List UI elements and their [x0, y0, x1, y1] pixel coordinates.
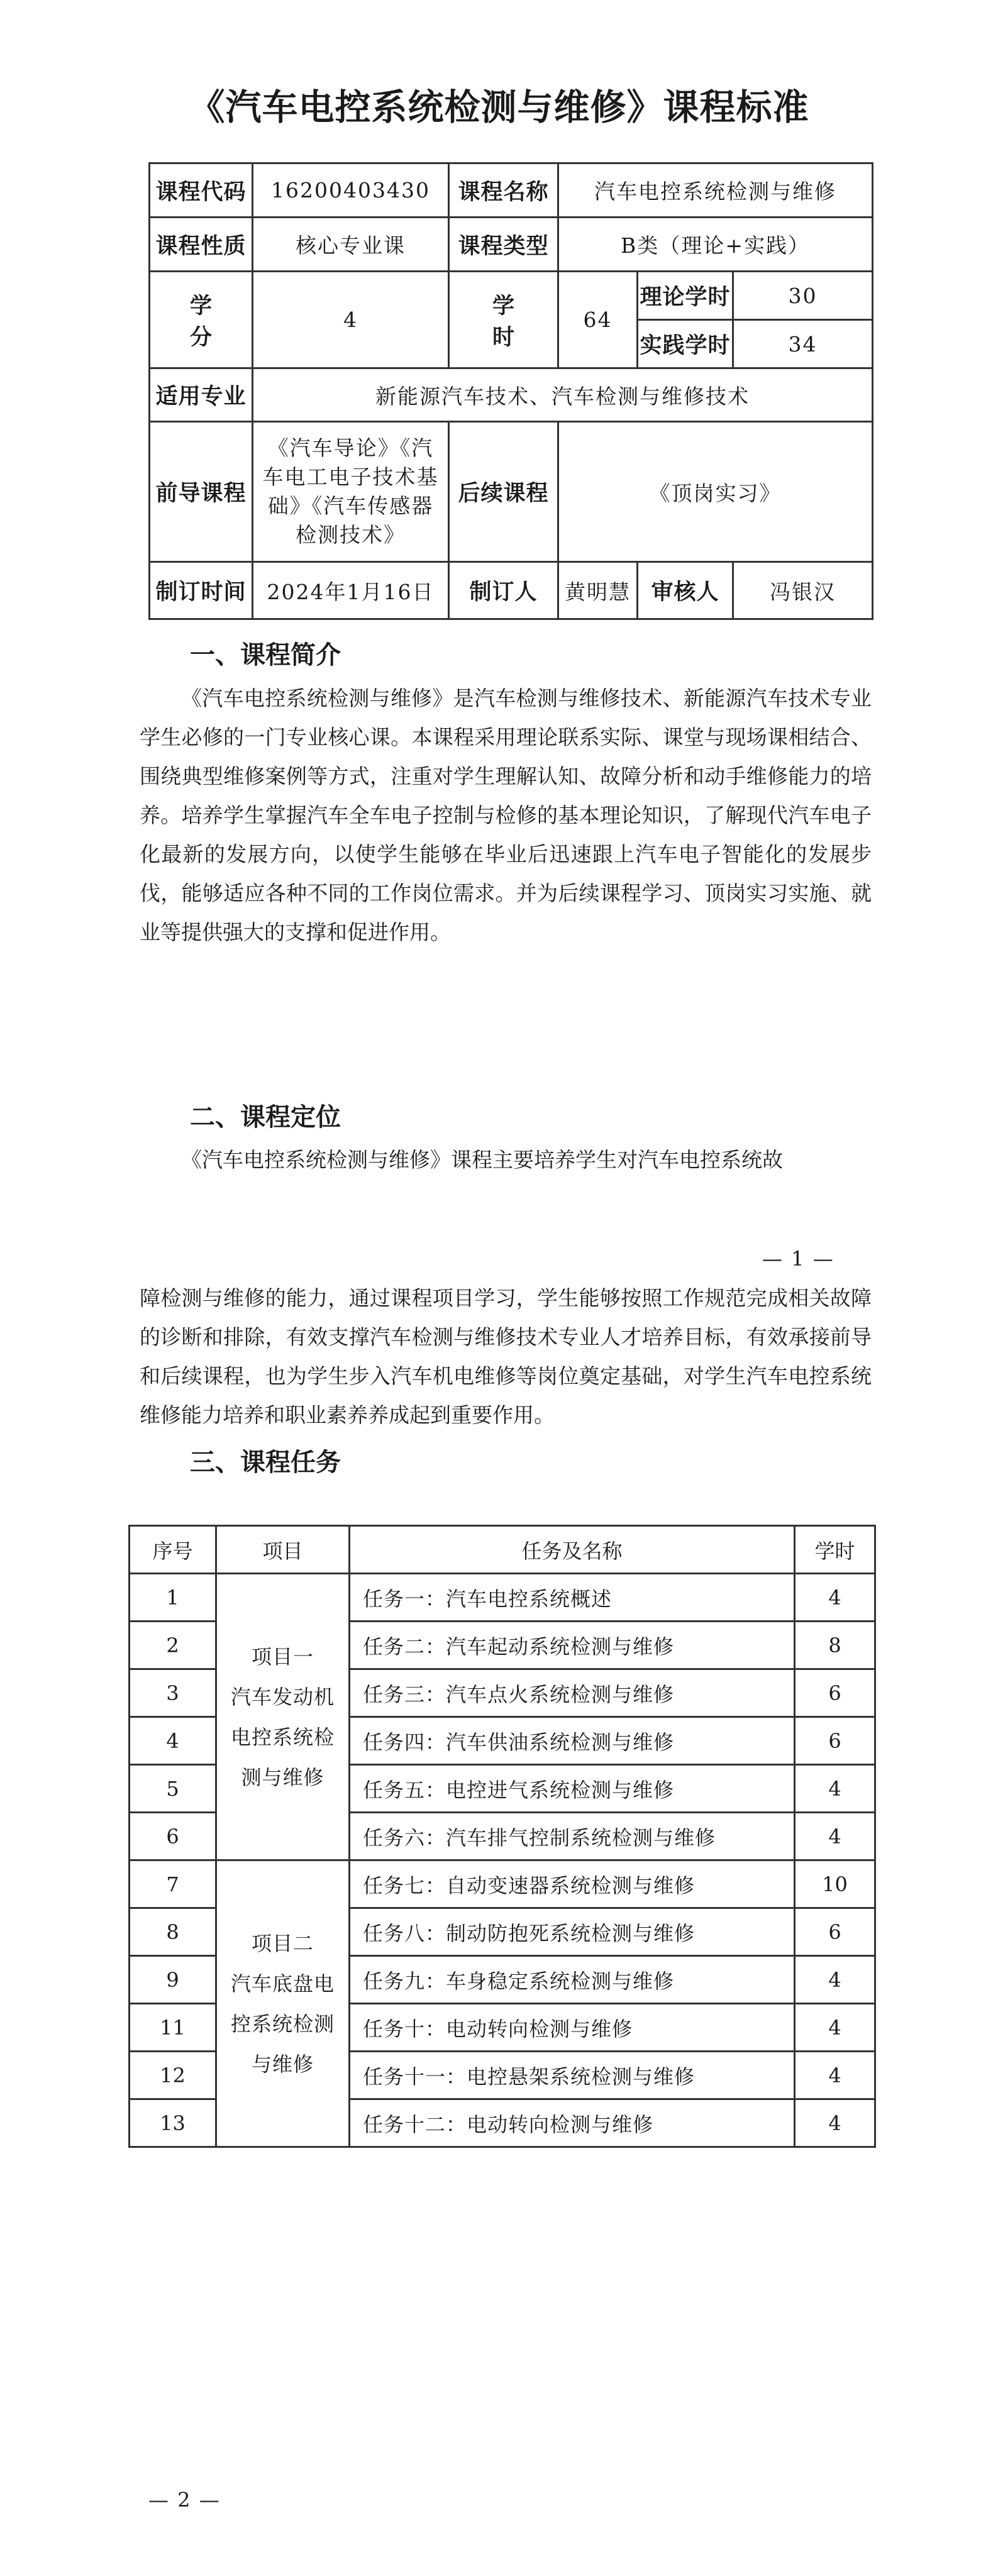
task-hours: 10 — [795, 1860, 875, 1908]
section-heading-intro: 一、课程简介 — [190, 641, 341, 670]
task-no: 8 — [130, 1908, 216, 1956]
code-label: 课程代码 — [150, 163, 253, 218]
task-no: 13 — [130, 2099, 216, 2147]
task-no: 6 — [130, 1813, 216, 1860]
task-hours: 4 — [795, 1813, 875, 1860]
task-hours: 4 — [795, 1574, 875, 1622]
page-number-2: — 2 — — [148, 2488, 221, 2512]
task-hours: 4 — [795, 2004, 875, 2052]
task-hours: 6 — [795, 1908, 875, 1956]
name-label: 课程名称 — [449, 163, 558, 218]
author-value: 黄明慧 — [558, 562, 638, 619]
page-number-1: — 1 — — [762, 1247, 834, 1271]
section-body-positioning-start: 《汽车电控系统检测与维修》课程主要培养学生对汽车电控系统故 — [181, 1147, 783, 1172]
project-2-cell: 项目二 汽车底盘电 控系统检测 与维修 — [216, 1860, 350, 2147]
major-label: 适用专业 — [150, 368, 253, 422]
hours-value: 64 — [558, 272, 638, 368]
table-row — [130, 1860, 875, 1908]
prereq-label: 前导课程 — [150, 422, 253, 562]
type-label: 课程类型 — [449, 218, 558, 272]
prereq-value: 《汽车导论》《汽车电工电子技术基础》《汽车传感器检测技术》 — [253, 422, 449, 562]
task-hours: 4 — [795, 1765, 875, 1813]
task-no: 11 — [130, 2004, 216, 2052]
task-name: 任务十：电动转向检测与维修 — [350, 2004, 795, 2052]
followup-value: 《顶岗实习》 — [558, 422, 873, 562]
task-hours: 6 — [795, 1669, 875, 1717]
task-name: 任务十一：电控悬架系统检测与维修 — [350, 2052, 795, 2099]
task-name: 任务二：汽车起动系统检测与维修 — [350, 1622, 795, 1669]
task-no: 3 — [130, 1669, 216, 1717]
section-heading-positioning: 二、课程定位 — [190, 1103, 341, 1132]
header-task: 任务及名称 — [350, 1526, 795, 1574]
date-label: 制订时间 — [150, 562, 253, 619]
task-hours: 4 — [795, 2099, 875, 2147]
type-value: B类（理论+实践） — [558, 218, 873, 272]
hours-label: 学时 — [449, 272, 558, 368]
task-name: 任务三：汽车点火系统检测与维修 — [350, 1669, 795, 1717]
task-hours: 6 — [795, 1717, 875, 1765]
theory-hours-value: 30 — [733, 272, 873, 320]
header-no: 序号 — [130, 1526, 216, 1574]
task-name: 任务五：电控进气系统检测与维修 — [350, 1765, 795, 1813]
table-row — [130, 1574, 875, 1622]
section-heading-tasks: 三、课程任务 — [190, 1448, 341, 1477]
author-label: 制订人 — [449, 562, 558, 619]
reviewer-value: 冯银汉 — [733, 562, 873, 619]
date-value: 2024年1月16日 — [253, 562, 449, 619]
task-no: 12 — [130, 2052, 216, 2099]
task-name: 任务一：汽车电控系统概述 — [350, 1574, 795, 1622]
task-no: 7 — [130, 1860, 216, 1908]
practice-hours-label: 实践学时 — [638, 320, 733, 368]
practice-hours-value: 34 — [733, 320, 873, 368]
task-hours: 8 — [795, 1622, 875, 1669]
task-name: 任务八：制动防抱死系统检测与维修 — [350, 1908, 795, 1956]
credit-label: 学分 — [150, 272, 253, 368]
task-no: 4 — [130, 1717, 216, 1765]
task-no: 5 — [130, 1765, 216, 1813]
page-title: 《汽车电控系统检测与维修》课程标准 — [189, 87, 809, 128]
task-hours: 4 — [795, 1956, 875, 2004]
task-hours: 4 — [795, 2052, 875, 2099]
project-1-cell: 项目一 汽车发动机 电控系统检 测与维修 — [216, 1574, 350, 1860]
name-value: 汽车电控系统检测与维修 — [558, 163, 873, 218]
major-value: 新能源汽车技术、汽车检测与维修技术 — [253, 368, 873, 422]
task-name: 任务四：汽车供油系统检测与维修 — [350, 1717, 795, 1765]
section-body-positioning-cont: 障检测与维修的能力，通过课程项目学习，学生能够按照工作规范完成相关故障的诊断和排除，有效支撑汽车检测与维修技术专业人才培养目标，有效承接前导和后续课程，也为学生步入汽车机电维修等岗位奠定基础，对学生汽车电控系统维修能力培养和职业素养养成起到重要作用。 — [140, 1286, 872, 1427]
task-no: 2 — [130, 1622, 216, 1669]
code-value: 16200403430 — [253, 163, 449, 218]
section-body-intro: 《汽车电控系统检测与维修》是汽车检测与维修技术、新能源汽车技术专业学生必修的一门专业核心课。本课程采用理论联系实际、课堂与现场课相结合、围绕典型维修案例等方式，注重对学生理解认知、故障分析和动手维修能力的培养。培养学生掌握汽车全车电子控制与检修的基本理论知识，了解现代汽车电子化最新的发展方向，以使学生能够在毕业后迅速跟上汽车电子智能化的发展步伐，能够适应各种不同的工作岗位需求。并为后续课程学习、顶岗实习实施、就业等提供强大的支撑和促进作用。 — [140, 686, 872, 944]
followup-label: 后续课程 — [449, 422, 558, 562]
credit-value: 4 — [253, 272, 449, 368]
task-no: 1 — [130, 1574, 216, 1622]
reviewer-label: 审核人 — [638, 562, 733, 619]
header-hours: 学时 — [795, 1526, 875, 1574]
nature-value: 核心专业课 — [253, 218, 449, 272]
task-name: 任务六：汽车排气控制系统检测与维修 — [350, 1813, 795, 1860]
header-project: 项目 — [216, 1526, 350, 1574]
course-info-table — [148, 162, 873, 620]
task-name: 任务七：自动变速器系统检测与维修 — [350, 1860, 795, 1908]
theory-hours-label: 理论学时 — [638, 272, 733, 320]
task-table — [128, 1525, 876, 2148]
task-name: 任务九：车身稳定系统检测与维修 — [350, 1956, 795, 2004]
nature-label: 课程性质 — [150, 218, 253, 272]
task-no: 9 — [130, 1956, 216, 2004]
task-name: 任务十二：电动转向检测与维修 — [350, 2099, 795, 2147]
